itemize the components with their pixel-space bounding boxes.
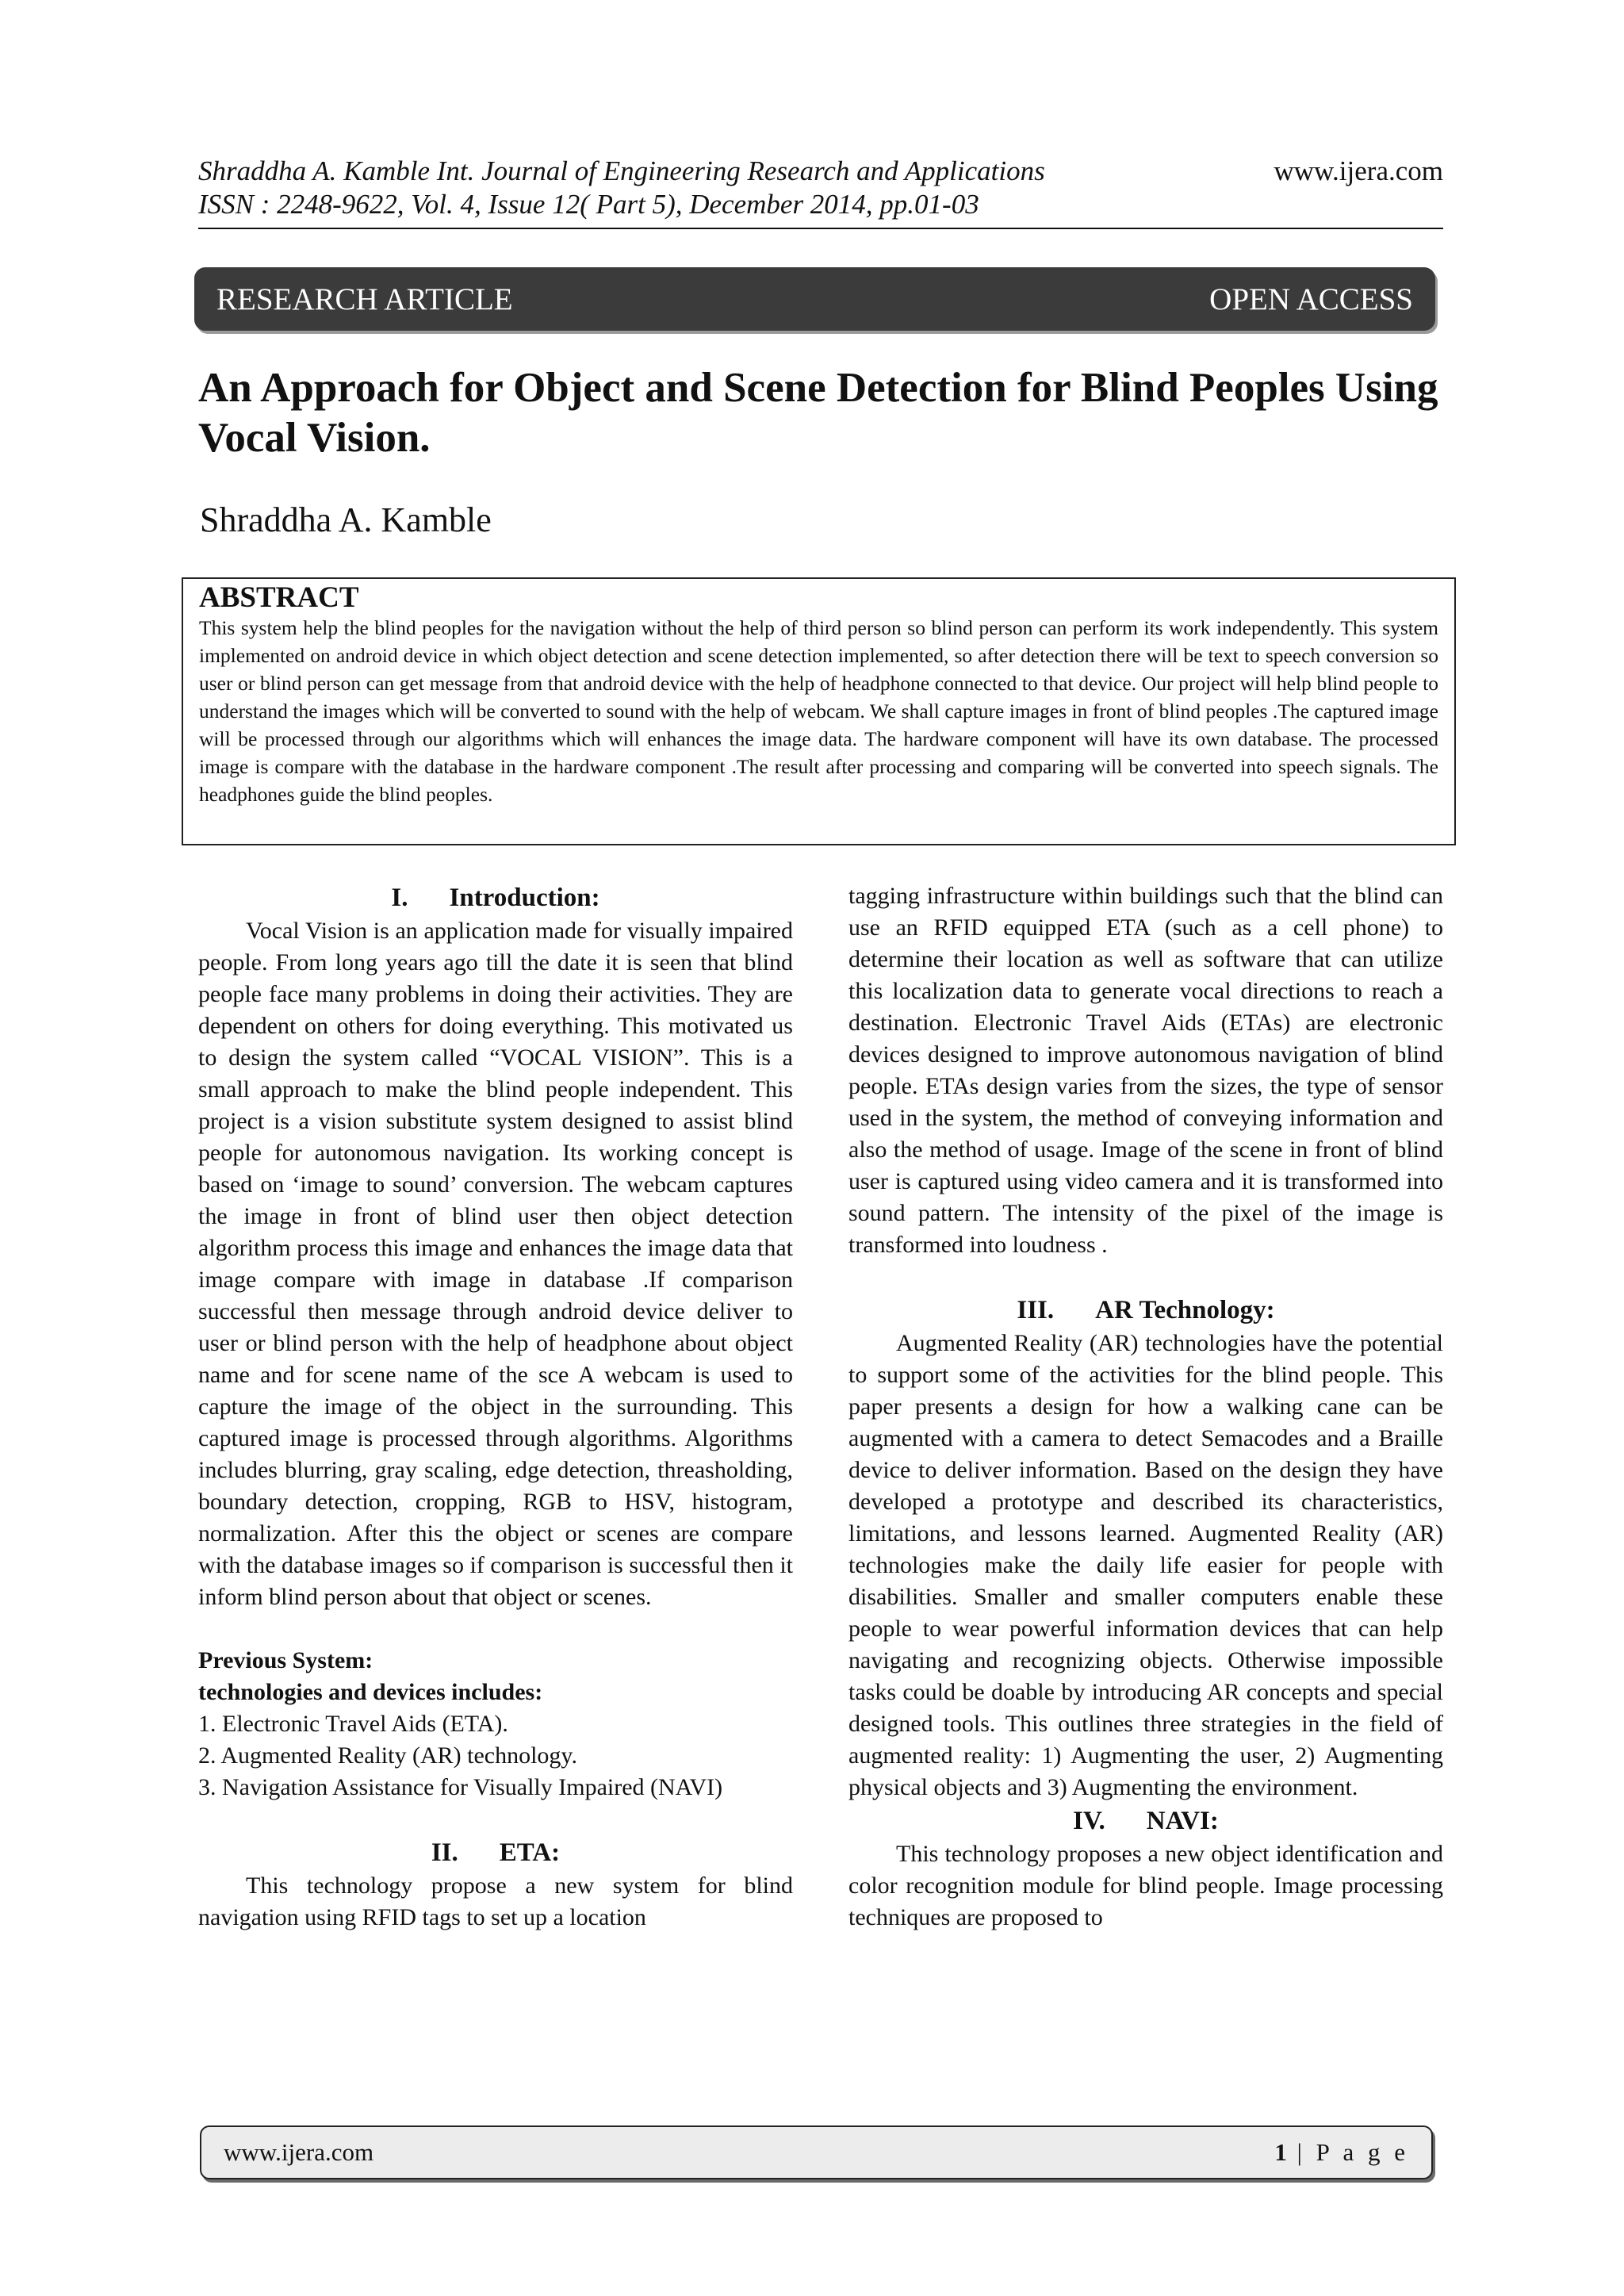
- section-heading-eta: II. ETA:: [431, 1838, 561, 1867]
- issue-line: ISSN : 2248-9622, Vol. 4, Issue 12( Part 5), December 2014, pp.01-03: [198, 189, 979, 220]
- list-item: 3. Navigation Assistance for Visually Impaired (NAVI): [198, 1774, 723, 1800]
- list-item: 2. Augmented Reality (AR) technology.: [198, 1742, 577, 1769]
- abstract-heading: ABSTRACT: [199, 581, 359, 614]
- eta-paragraph-start: This technology propose a new system for blind navigation using RFID tags to set up a location: [198, 1872, 793, 1930]
- footer-website-link[interactable]: www.ijera.com: [224, 2138, 374, 2166]
- article-type-banner: [194, 267, 1435, 331]
- list-item: 1. Electronic Travel Aids (ETA).: [198, 1711, 508, 1737]
- technologies-heading: technologies and devices includes:: [198, 1679, 543, 1705]
- abstract-text: This system help the blind peoples for the navigation without the help of third person so blind person can perform its work independently. This system implemented on android device in which object detection and scene detection implemented, so after detection there will be text to speech conversion so user or blind person can get message from that android device with the help of headphone connected to that device. Our project will help blind people to understand the images which will be converted to sound with the help of webcam. We shall capture images in front of blind peoples .The captured image will be processed through our algorithms which will enhances the image data. The hardware component will have its own database. The processed image is compare with the database in the hardware component .The result after processing and comparing will be converted into speech signals. The headphones guide the blind peoples.: [199, 616, 1438, 806]
- eta-paragraph-continued: tagging infrastructure within buildings such that the blind can use an RFID equipped ETA (such as a cell phone) to determine their location as well as software that can utilize this localization data to generate vocal directions to reach a destination. Electronic Travel Aids (ETAs) are electronic devices designed to improve autonomous navigation of blind people. ETAs design varies from the sizes, the type of sensor used in the system, the method of conveying information and also the method of usage. Image of the scene in front of blind user is captured using video camera and it is transformed into sound pattern. The intensity of the pixel of the image is transformed into loudness .: [848, 883, 1443, 1258]
- page-number: 1: [1274, 2138, 1287, 2166]
- navi-paragraph: This technology proposes a new object identification and color recognition module for blind people. Image processing techniques are proposed to: [848, 1841, 1443, 1930]
- page-label: | P a g e: [1286, 2138, 1409, 2166]
- page-footer: [200, 2125, 1433, 2179]
- running-header: [198, 155, 1443, 221]
- open-access-label: OPEN ACCESS: [1209, 282, 1413, 316]
- journal-line: Shraddha A. Kamble Int. Journal of Engineering Research and Applications: [198, 155, 1045, 186]
- section-heading-introduction: I. Introduction:: [391, 884, 600, 912]
- page-indicator: [1274, 2138, 1409, 2167]
- left-column: [198, 880, 793, 1934]
- header-divider: [198, 228, 1443, 229]
- right-column: [848, 880, 1443, 1934]
- introduction-paragraph: Vocal Vision is an application made for visually impaired people. From long years ago till the date it is seen that blind people face many problems in doing their activities. They are dependent on others for doing everything. This motivated us to design the system called “VOCAL VISION”. This is a small approach to make the blind people independent. This project is a vision substitute system designed to assist blind people for autonomous navigation. Its working concept is based on ‘image to sound’ conversion. The webcam captures the image in front of blind user then object detection algorithm process this image and enhances the image data that image compare with image in database .If comparison successful then message through android device deliver to user or blind person with the help of headphone about object name and for scene name of the sce A webcam is used to capture the image of the object in the surrounding. This captured image is processed through algorithms. Algorithms includes blurring, gray scaling, edge detection, threasholding, boundary detection, cropping, RGB to HSV, histogram, normalization. After this the object or scenes are compare with the database images so if comparison is successful then it inform blind person about that object or scenes.: [198, 918, 793, 1610]
- section-heading-navi: IV. NAVI:: [1073, 1807, 1219, 1835]
- paper-title: An Approach for Object and Scene Detection for Blind Peoples Using Vocal Vision.: [198, 365, 1438, 461]
- abstract-box: [182, 577, 1456, 845]
- section-heading-ar-technology: III. AR Technology:: [1017, 1296, 1275, 1324]
- ar-paragraph: Augmented Reality (AR) technologies have the potential to support some of the activities for the blind people. This paper presents a design for how a walking cane can be augmented with a camera to detect Semacodes and a Braille device to deliver information. Based on the design they have developed a prototype and described its characteristics, limitations, and lessons learned. Augmented Reality (AR) technologies make the daily life easier for people with disabilities. Smaller and smaller computers enable these people to wear powerful information devices that can help navigating and recognizing objects. Otherwise impossible tasks could be doable by introducing AR concepts and special designed tools. This outlines three strategies in the field of augmented reality: 1) Augmenting the user, 2) Augmenting physical objects and 3) Augmenting the environment.: [848, 1330, 1443, 1800]
- author-name: Shraddha A. Kamble: [200, 500, 492, 539]
- previous-system-heading: Previous System:: [198, 1647, 373, 1673]
- research-article-label: RESEARCH ARTICLE: [216, 282, 513, 316]
- header-website-link[interactable]: www.ijera.com: [1274, 155, 1443, 186]
